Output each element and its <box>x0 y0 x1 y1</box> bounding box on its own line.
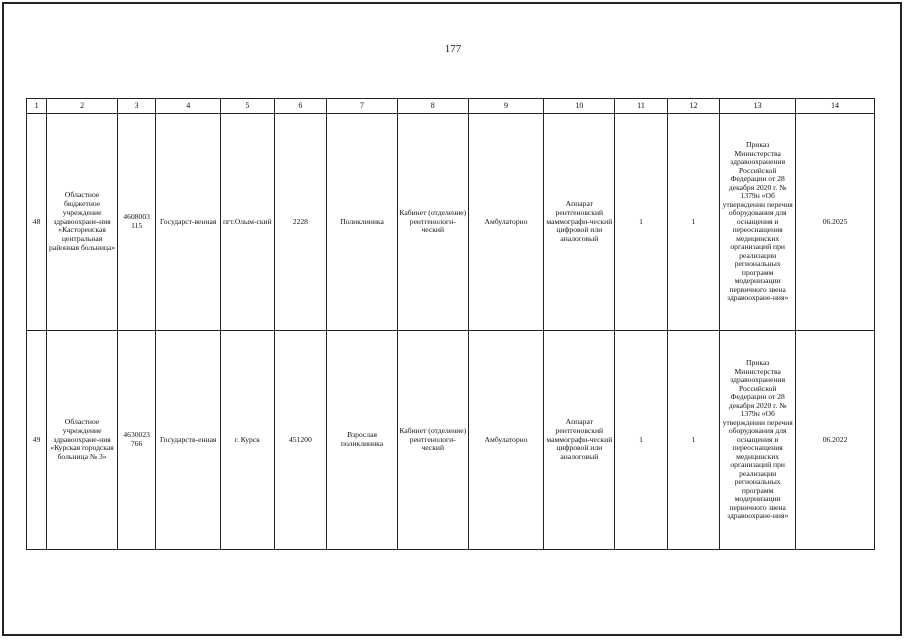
column-header: 9 <box>468 99 544 114</box>
equipment-cell: Аппарат рентгеновский маммографи-ческий цифровой или аналоговый <box>544 331 615 550</box>
care-type-cell: Амбулаторно <box>468 331 544 550</box>
date-cell: 06.2025 <box>796 114 875 331</box>
row-number: 49 <box>27 331 47 550</box>
inn-cell: 4630023 766 <box>117 331 155 550</box>
header-row <box>27 99 875 114</box>
ownership-cell: Государст-венная <box>156 114 221 331</box>
row-number: 48 <box>27 114 47 331</box>
column-header: 4 <box>156 99 221 114</box>
care-type-cell: Амбулаторно <box>468 114 544 331</box>
column-header: 8 <box>397 99 468 114</box>
table-row <box>27 114 875 331</box>
organization-cell: Областное бюджетное учреждение здравоохране-ния «Касторенская центральная районная больница» <box>47 114 118 331</box>
code-cell: 451200 <box>274 331 327 550</box>
column-header: 13 <box>720 99 796 114</box>
quantity-cell: 1 <box>667 114 720 331</box>
code-cell: 2228 <box>274 114 327 331</box>
inn-cell: 4608003 115 <box>117 114 155 331</box>
date-cell: 06.2022 <box>796 331 875 550</box>
equipment-table <box>26 98 875 550</box>
locality-cell: г. Курск <box>221 331 275 550</box>
locality-cell: пгт.Олым-ский <box>221 114 275 331</box>
department-cell: Кабинет (отделение) рентгенологи-ческий <box>397 114 468 331</box>
column-header: 2 <box>47 99 118 114</box>
column-header: 3 <box>117 99 155 114</box>
column-header: 5 <box>221 99 275 114</box>
facility-cell: Поликлиника <box>327 114 398 331</box>
column-header: 6 <box>274 99 327 114</box>
order-cell: Приказ Министерства здравоохранения Российской Федерации от 28 декабря 2020 г. № 1379н «Об утверждении перечня оборудования для оснащения и переоснащения медицинских организаций при реализации региональных программ модернизации первичного звена здравоохране-ния» <box>720 114 796 331</box>
quantity-cell: 1 <box>615 331 668 550</box>
column-header: 14 <box>796 99 875 114</box>
page-number: 177 <box>444 43 462 55</box>
order-cell: Приказ Министерства здравоохранения Российской Федерации от 28 декабря 2020 г. № 1379н «Об утверждении перечня оборудования для оснащения и переоснащения медицинских организаций при реализации региональных программ модернизации первичного звена здравоохране-ния» <box>720 331 796 550</box>
column-header: 7 <box>327 99 398 114</box>
column-header: 11 <box>615 99 668 114</box>
department-cell: Кабинет (отделение) рентгенологи-ческий <box>397 331 468 550</box>
facility-cell: Взрослая поликлиника <box>327 331 398 550</box>
equipment-cell: Аппарат рентгеновский маммографи-ческий цифровой или аналоговый <box>544 114 615 331</box>
column-header: 1 <box>27 99 47 114</box>
organization-cell: Областное учреждение здравоохране-ния «Курская городская больница № 3» <box>47 331 118 550</box>
quantity-cell: 1 <box>615 114 668 331</box>
column-header: 10 <box>544 99 615 114</box>
table-row <box>27 331 875 550</box>
quantity-cell: 1 <box>667 331 720 550</box>
column-header: 12 <box>667 99 720 114</box>
ownership-cell: Государств-енная <box>156 331 221 550</box>
